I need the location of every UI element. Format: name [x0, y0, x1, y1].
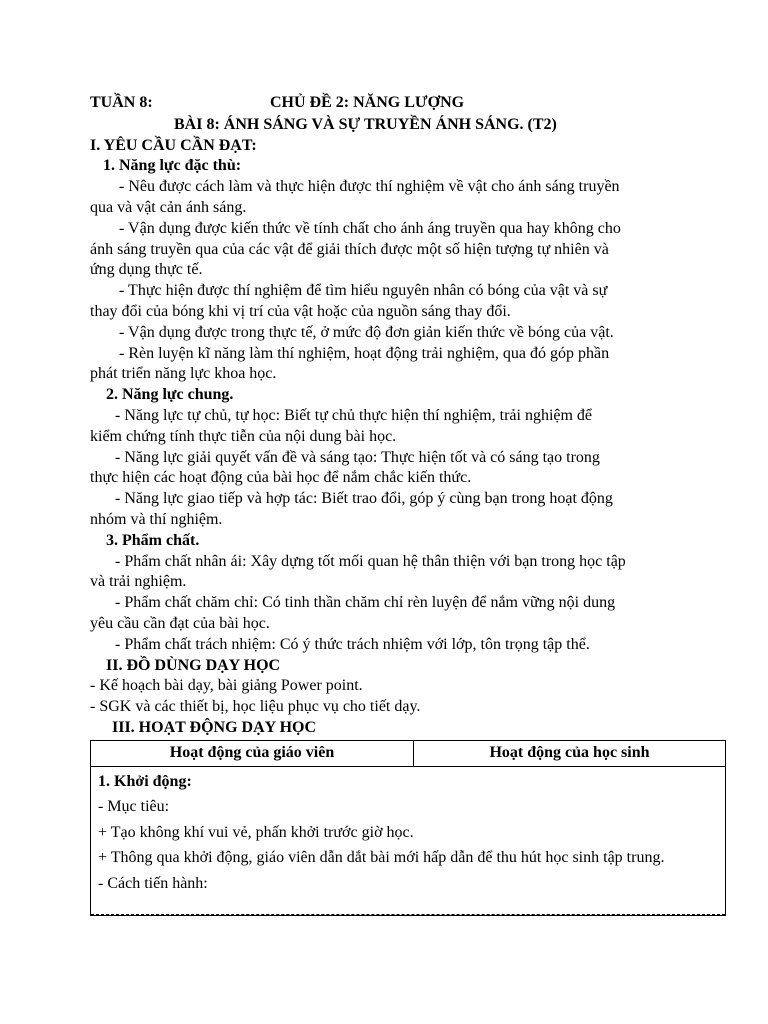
- paragraph-line: qua và vật cản ánh sáng.: [90, 198, 247, 216]
- week-label: TUẦN 8:: [90, 94, 153, 111]
- paragraph-line: - Rèn luyện kĩ năng làm thí nghiệm, hoạt động trải nghiệm, qua đó góp phần: [119, 344, 610, 362]
- paragraph-line: thay đổi của bóng khi vị trí của vật hoặc của nguồn sáng thay đổi.: [90, 302, 511, 320]
- paragraph-line: kiểm chứng tính thực tiễn của nội dung bài học.: [90, 427, 397, 445]
- subsection-2-title: 2. Năng lực chung.: [106, 386, 234, 404]
- activity-table: [90, 740, 726, 916]
- section-3-title: III. HOẠT ĐỘNG DẠY HỌC: [112, 718, 317, 736]
- paragraph-line: - Vận dụng được kiến thức về tính chất cho ánh áng truyền qua hay không cho: [119, 219, 621, 237]
- paragraph-line: ánh sáng truyền qua của các vật để giải thích được một số hiện tượng tự nhiên và: [90, 240, 609, 258]
- start-activity-title: 1. Khởi động:: [98, 772, 192, 790]
- section-1-title: I. YÊU CẦU CẦN ĐẠT:: [90, 136, 257, 154]
- lesson-title: BÀI 8: ÁNH SÁNG VÀ SỰ TRUYỀN ÁNH SÁNG. (T2): [174, 115, 557, 133]
- column-header-teacher: Hoạt động của giáo viên: [91, 740, 414, 766]
- paragraph-line: thực hiện các hoạt động của bài học để nắm chắc kiến thức.: [90, 469, 472, 487]
- paragraph-line: và trải nghiệm.: [90, 573, 187, 591]
- topic-title: CHỦ ĐỀ 2: NĂNG LƯỢNG: [270, 94, 465, 111]
- paragraph-line: ứng dụng thực tế.: [90, 261, 203, 279]
- paragraph-line: - Vận dụng được trong thực tế, ở mức độ đơn giản kiến thức về bóng của vật.: [119, 323, 614, 341]
- paragraph-line: - Năng lực giải quyết vấn đề và sáng tạo: Thực hiện tốt và có sáng tạo trong: [115, 448, 600, 466]
- paragraph-line: - Phẩm chất nhân ái: Xây dựng tốt mối quan hệ thân thiện với bạn trong học tập: [115, 552, 626, 570]
- table-cell: [91, 766, 726, 915]
- cell-line: - Cách tiến hành:: [98, 874, 208, 892]
- subsection-3-title: 3. Phẩm chất.: [106, 531, 200, 549]
- paragraph-line: - Thực hiện được thí nghiệm để tìm hiểu nguyên nhân có bóng của vật và sự: [119, 282, 608, 300]
- paragraph-line: - Nêu được cách làm và thực hiện được thí nghiệm về vật cho ánh sáng truyền: [119, 178, 620, 196]
- cell-line: + Tạo không khí vui vẻ, phấn khởi trước giờ học.: [98, 823, 414, 841]
- page-break-divider: [91, 914, 725, 915]
- subsection-1-title: 1. Năng lực đặc thù:: [103, 157, 242, 175]
- paragraph-line: nhóm và thí nghiệm.: [90, 510, 223, 528]
- table-row: [91, 766, 726, 915]
- paragraph-line: - Kế hoạch bài dạy, bài giảng Power point.: [90, 677, 363, 695]
- paragraph-line: - Phẩm chất chăm chỉ: Có tinh thần chăm chỉ rèn luyện để nắm vững nội dung: [115, 594, 616, 612]
- table-header-row: [91, 740, 726, 766]
- cell-line: - Mục tiêu:: [98, 798, 170, 816]
- paragraph-line: - Năng lực giao tiếp và hợp tác: Biết trao đổi, góp ý cùng bạn trong hoạt động: [115, 490, 613, 508]
- header-row: [90, 94, 726, 115]
- paragraph-line: - Phẩm chất trách nhiệm: Có ý thức trách nhiệm với lớp, tôn trọng tập thể.: [115, 635, 590, 653]
- paragraph-line: - SGK và các thiết bị, học liệu phục vụ cho tiết dạy.: [90, 698, 421, 716]
- cell-line: + Thông qua khởi động, giáo viên dẫn dắt bài mới hấp dẫn để thu hút học sinh tập trung.: [98, 849, 665, 867]
- paragraph-line: phát triển năng lực khoa học.: [90, 365, 277, 383]
- column-header-student: Hoạt động của học sinh: [414, 740, 726, 766]
- paragraph-line: - Năng lực tự chủ, tự học: Biết tự chủ thực hiện thí nghiệm, trải nghiệm để: [115, 406, 593, 424]
- document-page: [90, 94, 726, 916]
- section-2-title: II. ĐỒ DÙNG DẠY HỌC: [106, 656, 281, 674]
- paragraph-line: yêu cầu cần đạt của bài học.: [90, 614, 270, 632]
